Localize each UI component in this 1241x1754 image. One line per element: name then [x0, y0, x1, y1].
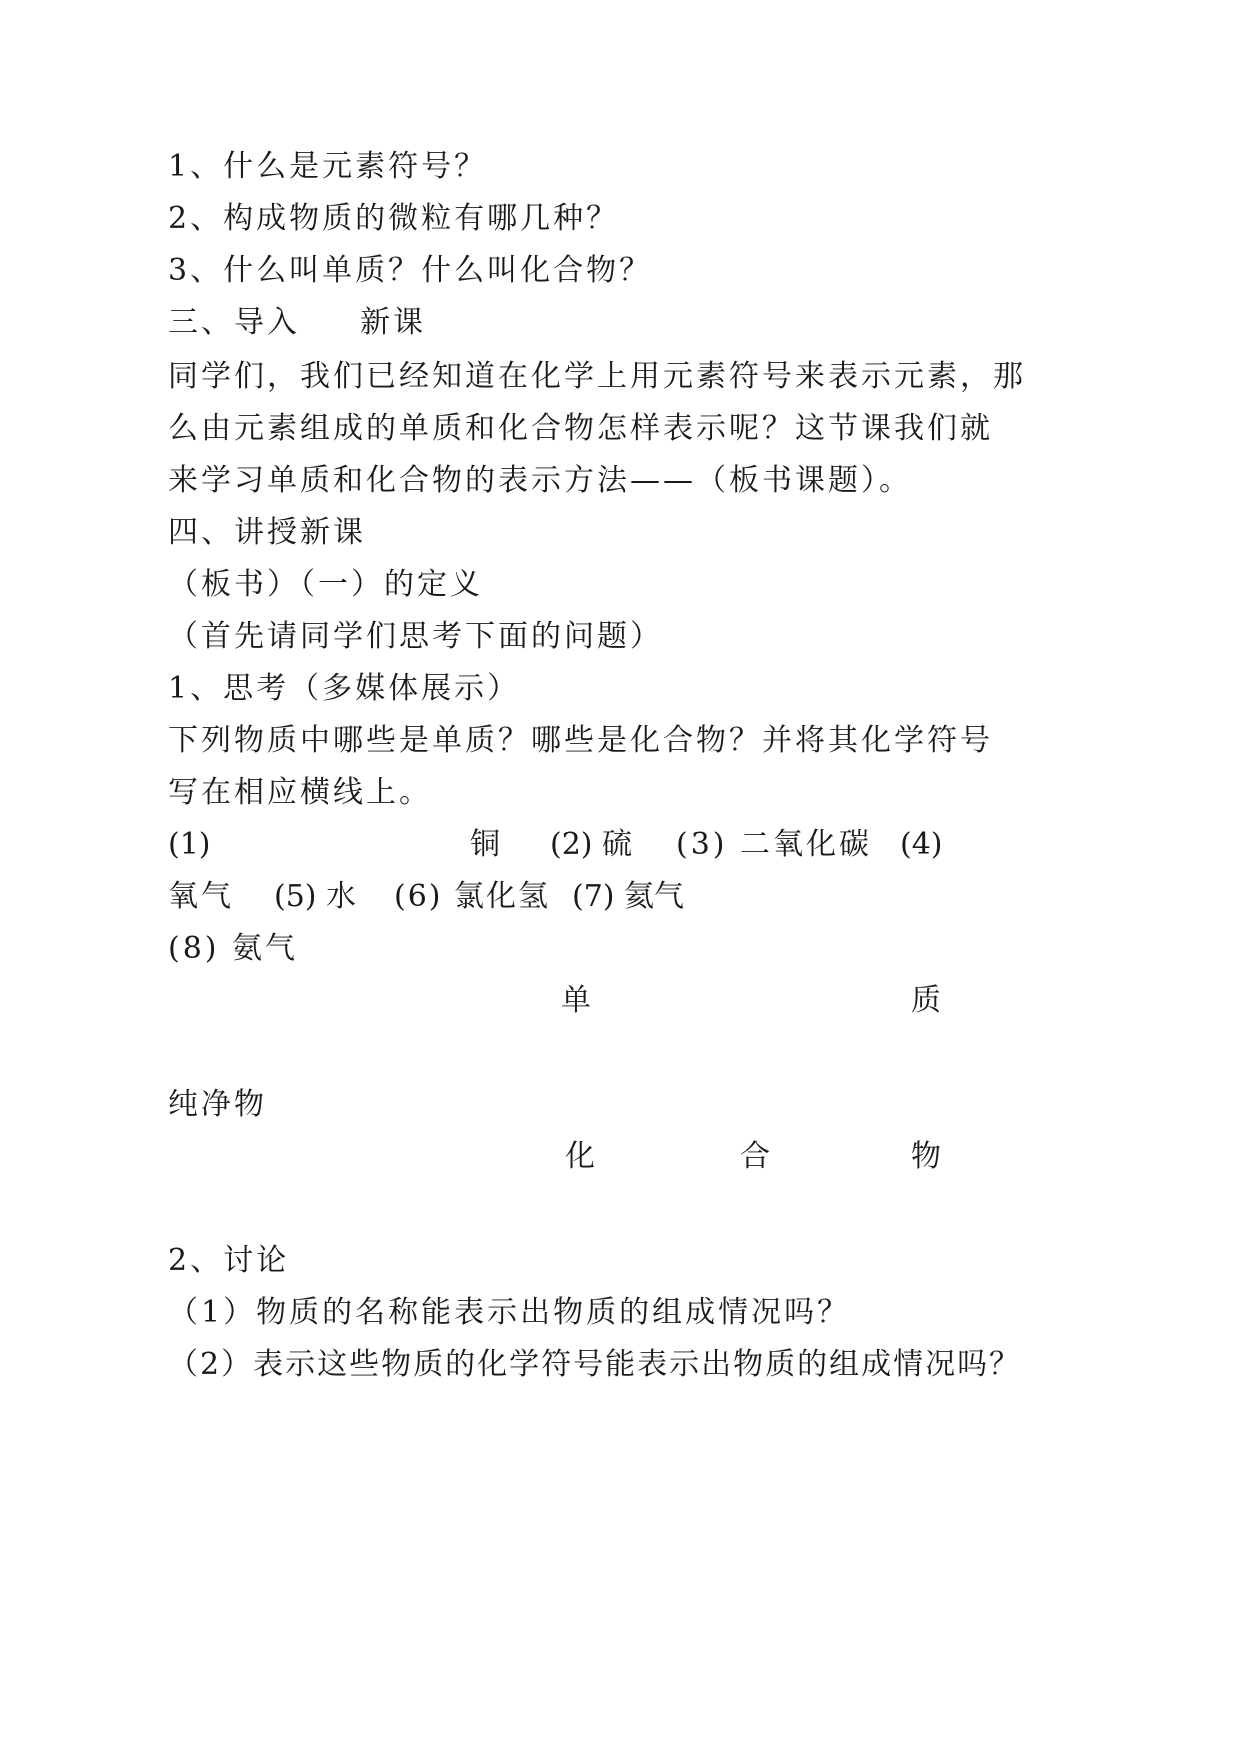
classification-char: 单	[561, 983, 591, 1018]
review-question-2: 2、构成物质的微粒有哪几种？	[168, 201, 620, 236]
classification-pure-substance: 纯净物	[168, 1087, 267, 1122]
substance-item: (1)	[168, 827, 211, 862]
classification-char: 物	[911, 1139, 941, 1174]
discuss-question-1: （1）物质的名称能表示出物质的组成情况吗？	[168, 1295, 851, 1330]
substance-item: (5) 水	[274, 879, 357, 914]
discuss-question-2: （2）表示这些物质的化学符号能表示出物质的组成情况吗？	[168, 1347, 1022, 1382]
substance-list-row-2	[168, 878, 1045, 916]
classification-compound	[168, 1138, 1045, 1176]
substance-item: (4)	[900, 827, 943, 862]
section-title: 新课	[360, 305, 426, 340]
substance-item: (2) 硫	[550, 827, 633, 862]
discuss-title: 2、讨论	[168, 1243, 290, 1278]
think-question-line-2: 写在相应横线上。	[168, 775, 432, 810]
prompt-note: （首先请同学们思考下面的问题）	[168, 619, 663, 654]
classification-char: 合	[740, 1139, 770, 1174]
think-title: 1、思考（多媒体展示）	[168, 671, 521, 706]
board-definition-line: （板书）（一）的定义	[168, 567, 483, 602]
section-number-label: 三、导入	[168, 305, 300, 340]
intro-paragraph-line-2: 么由元素组成的单质和化合物怎样表示呢？这节课我们就	[168, 411, 993, 446]
substance-list-row-3: (8) 氨气	[168, 931, 299, 966]
review-question-1: 1、什么是元素符号？	[168, 149, 488, 184]
section-heading-intro	[168, 304, 426, 342]
substance-item: (7) 氦气	[572, 879, 685, 914]
think-question-line-1: 下列物质中哪些是单质？哪些是化合物？并将其化学符号	[168, 723, 993, 758]
classification-elementary	[168, 982, 1045, 1020]
substance-list-row-1	[168, 826, 1045, 864]
classification-char: 化	[565, 1139, 595, 1174]
classification-char: 质	[911, 983, 941, 1018]
substance-item: (6) 氯化氢	[394, 879, 551, 914]
intro-paragraph-line-1: 同学们，我们已经知道在化学上用元素符号来表示元素，那	[168, 359, 1026, 394]
substance-item: 铜	[470, 827, 500, 862]
substance-item: 氧气	[168, 879, 234, 914]
review-question-3: 3、什么叫单质？什么叫化合物？	[168, 253, 653, 288]
section-heading-new-lesson: 四、讲授新课	[168, 515, 366, 550]
intro-paragraph-line-3: 来学习单质和化合物的表示方法——（板书课题）。	[168, 463, 912, 498]
substance-item: (3) 二氧化碳	[676, 827, 873, 862]
